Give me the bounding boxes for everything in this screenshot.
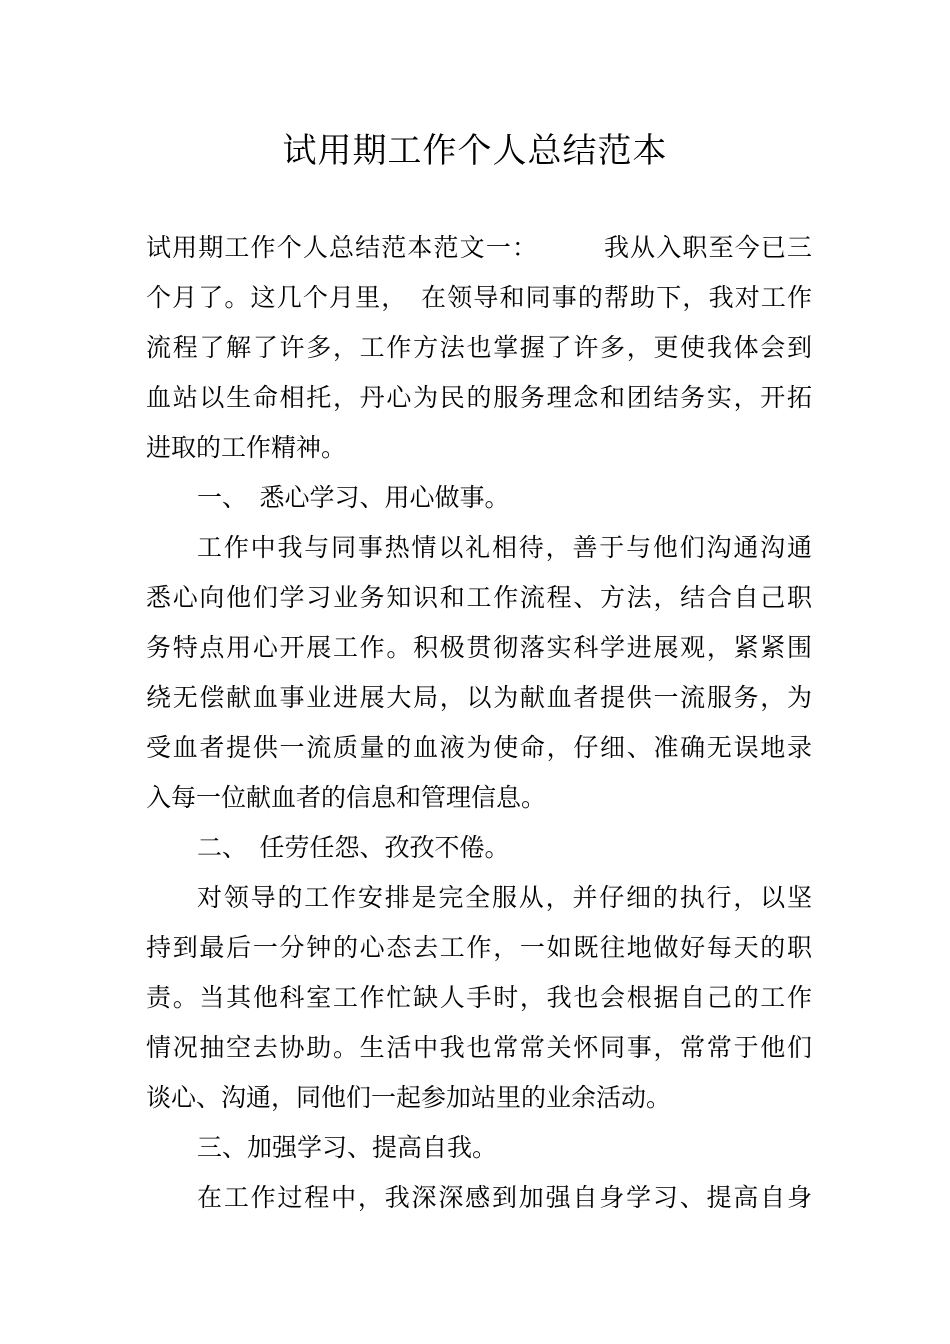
paragraph-line: 工作中我与同事热情以礼相待，善于与他们沟通沟通 [197,533,812,562]
section-heading-2: 二、 任劳任怨、孜孜不倦。 [197,833,510,862]
paragraph-line: 悉心向他们学习业务知识和工作流程、方法，结合自己职 [146,583,812,612]
paragraph-line: 入每一位献血者的信息和管理信息。 [146,783,547,812]
paragraph-line: 谈心、沟通，同他们一起参加站里的业余活动。 [146,1083,672,1112]
paragraph-line: 责。当其他科室工作忙缺人手时，我也会根据自己的工作 [146,983,812,1012]
paragraph-line: 情况抽空去协助。生活中我也常常关怀同事，常常于他们 [146,1033,812,1062]
document-title: 试用期工作个人总结范本 [282,131,668,171]
paragraph-line: 进取的工作精神。 [146,433,347,462]
paragraph-line: 务特点用心开展工作。积极贯彻落实科学进展观，紧紧围 [146,633,812,662]
paragraph-line: 流程了解了许多，工作方法也掌握了许多，更使我体会到 [146,333,812,362]
paragraph-line: 受血者提供一流质量的血液为使命，仔细、准确无误地录 [146,733,812,762]
paragraph-line: 在工作过程中，我深深感到加强自身学习、提高自身 [197,1183,812,1212]
paragraph-line: 绕无偿献血事业进展大局，以为献血者提供一流服务，为 [146,683,812,712]
paragraph-line: 持到最后一分钟的心态去工作，一如既往地做好每天的职 [146,933,812,962]
paragraph-line: 个月了。这几个月里， 在领导和同事的帮助下，我对工作 [146,283,812,312]
section-heading-3: 三、加强学习、提高自我。 [197,1133,498,1162]
paragraph-line: 对领导的工作安排是完全服从，并仔细的执行，以坚 [197,883,812,912]
section-heading-1: 一、 悉心学习、用心做事。 [197,483,510,512]
paragraph-line: 试用期工作个人总结范本范文一： 我从入职至今已三 [146,233,812,262]
paragraph-line: 血站以生命相托，丹心为民的服务理念和团结务实，开拓 [146,383,812,412]
